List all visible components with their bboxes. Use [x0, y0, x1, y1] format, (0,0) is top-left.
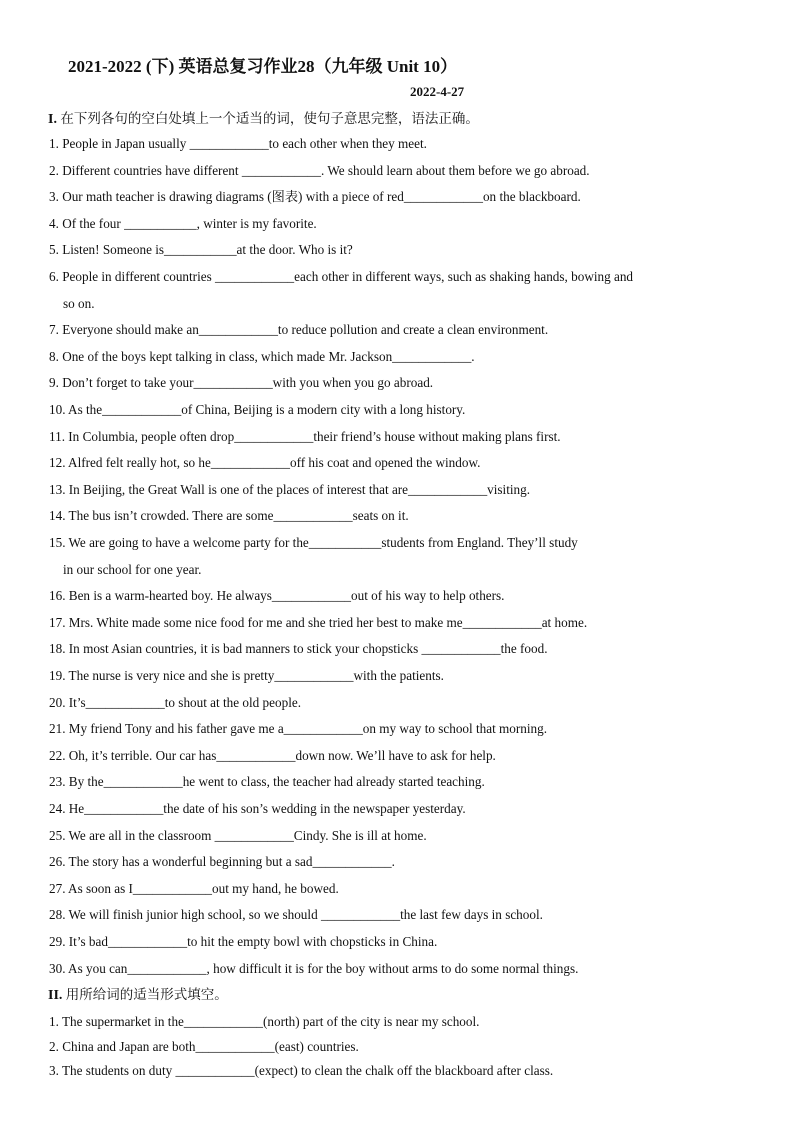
question-text: 16. Ben is a warm-hearted boy. He always____________out of his way to help others. — [49, 588, 505, 604]
question-text: 29. It’s bad____________to hit the empty bowl with chopsticks in China. — [49, 934, 438, 949]
question-text: 17. Mrs. White made some nice food for me and she tried her best to make me____________at home. — [49, 614, 588, 630]
question-item — [49, 849, 749, 876]
section-2-number: II. — [48, 988, 63, 1003]
question-item — [49, 690, 749, 717]
question-text: 1. People in Japan usually ____________to each other when they meet. — [49, 136, 427, 151]
question-text-continued: so on. — [63, 295, 95, 311]
question-text: 7. Everyone should make an____________to reduce pollution and create a clean environment. — [49, 322, 549, 338]
question-text: 2. China and Japan are both____________(east) countries. — [49, 1038, 359, 1054]
question-text: 3. Our math teacher is drawing diagrams (图表) with a piece of red____________on the blackboard. — [49, 189, 581, 205]
question-item — [49, 583, 749, 610]
section-2-instruction: 用所给词的适当形式填空。 — [65, 987, 228, 1002]
section-1-heading — [48, 107, 479, 128]
question-item — [49, 876, 749, 903]
question-item — [49, 769, 749, 796]
question-item — [49, 237, 749, 264]
question-item — [49, 477, 749, 504]
question-item — [49, 743, 749, 770]
question-text: 21. My friend Tony and his father gave me a____________on my way to school that morning. — [49, 721, 548, 737]
question-text: 3. The students on duty ____________(expect) to clean the chalk off the blackboard after class. — [49, 1063, 554, 1079]
question-text: 14. The bus isn’t crowded. There are some____________seats on it. — [49, 508, 409, 524]
question-text: 4. Of the four ___________, winter is my favorite. — [49, 215, 317, 231]
question-text: 18. In most Asian countries, it is bad manners to stick your chopsticks ____________the food. — [49, 641, 548, 657]
question-item — [49, 264, 749, 317]
question-item — [49, 796, 749, 823]
question-item — [49, 530, 749, 583]
question-item — [49, 610, 749, 637]
question-text: 19. The nurse is very nice and she is pretty____________with the patients. — [49, 668, 444, 683]
question-text: 8. One of the boys kept talking in class, which made Mr. Jackson____________. — [49, 348, 475, 364]
question-text: 10. As the____________of China, Beijing is a modern city with a long history. — [49, 402, 466, 417]
question-item — [49, 211, 749, 238]
question-text: 23. By the____________he went to class, the teacher had already started teaching. — [49, 774, 485, 790]
question-item — [49, 503, 749, 530]
page-title: 2021-2022 (下) 英语总复习作业28（九年级 Unit 10） — [68, 57, 458, 76]
question-item — [49, 344, 749, 371]
question-text-continued: in our school for one year. — [63, 561, 202, 577]
question-item — [49, 929, 749, 956]
question-text: 12. Alfred felt really hot, so he____________off his coat and opened the window. — [49, 455, 481, 471]
question-text: 28. We will finish junior high school, so we should ____________the last few days in school. — [49, 907, 543, 923]
question-item — [49, 823, 749, 850]
question-item — [49, 636, 749, 663]
question-item — [49, 424, 749, 451]
question-item — [49, 956, 749, 983]
question-item — [49, 716, 749, 743]
question-text: 15. We are going to have a welcome party for the___________students from England. They’ll study — [49, 535, 578, 550]
section-2-heading — [48, 983, 228, 1004]
question-text: 25. We are all in the classroom ____________Cindy. She is ill at home. — [49, 827, 427, 843]
question-text: 22. Oh, it’s terrible. Our car has____________down now. We’ll have to ask for help. — [49, 747, 496, 763]
question-item — [49, 663, 749, 690]
question-item — [49, 1009, 749, 1036]
section-1-instruction: 在下列各句的空白处填上一个适当的词，使句子意思完整，语法正确。 — [60, 111, 479, 126]
question-text: 13. In Beijing, the Great Wall is one of the places of interest that are____________visiting. — [49, 481, 531, 497]
question-text: 20. It’s____________to shout at the old people. — [49, 694, 302, 710]
question-text: 6. People in different countries ____________each other in different ways, such as shaking hands, bowing and — [49, 269, 634, 284]
question-item — [49, 317, 749, 344]
question-text: 27. As soon as I____________out my hand, he bowed. — [49, 880, 339, 896]
question-item — [49, 397, 749, 424]
question-item — [49, 184, 749, 211]
question-text: 24. He____________the date of his son’s wedding in the newspaper yesterday. — [49, 801, 466, 816]
question-text: 30. As you can____________, how difficult it is for the boy without arms to do some normal things. — [49, 960, 579, 976]
question-item — [49, 1034, 749, 1061]
question-text: 5. Listen! Someone is___________at the door. Who is it? — [49, 242, 353, 258]
question-item — [49, 1058, 749, 1085]
question-text: 2. Different countries have different ____________. We should learn about them before we go abroad. — [49, 162, 590, 178]
question-item — [49, 450, 749, 477]
question-text: 9. Don’t forget to take your____________with you when you go abroad. — [49, 375, 434, 391]
date-label: 2022-4-27 — [410, 84, 465, 99]
question-item — [49, 131, 749, 158]
question-text: 1. The supermarket in the____________(north) part of the city is near my school. — [49, 1014, 480, 1029]
question-item — [49, 158, 749, 185]
question-text: 11. In Columbia, people often drop____________their friend’s house without making plans first. — [49, 428, 561, 444]
section-1-number: I. — [48, 112, 57, 127]
question-item — [49, 370, 749, 397]
question-text: 26. The story has a wonderful beginning but a sad____________. — [49, 854, 395, 870]
question-item — [49, 902, 749, 929]
